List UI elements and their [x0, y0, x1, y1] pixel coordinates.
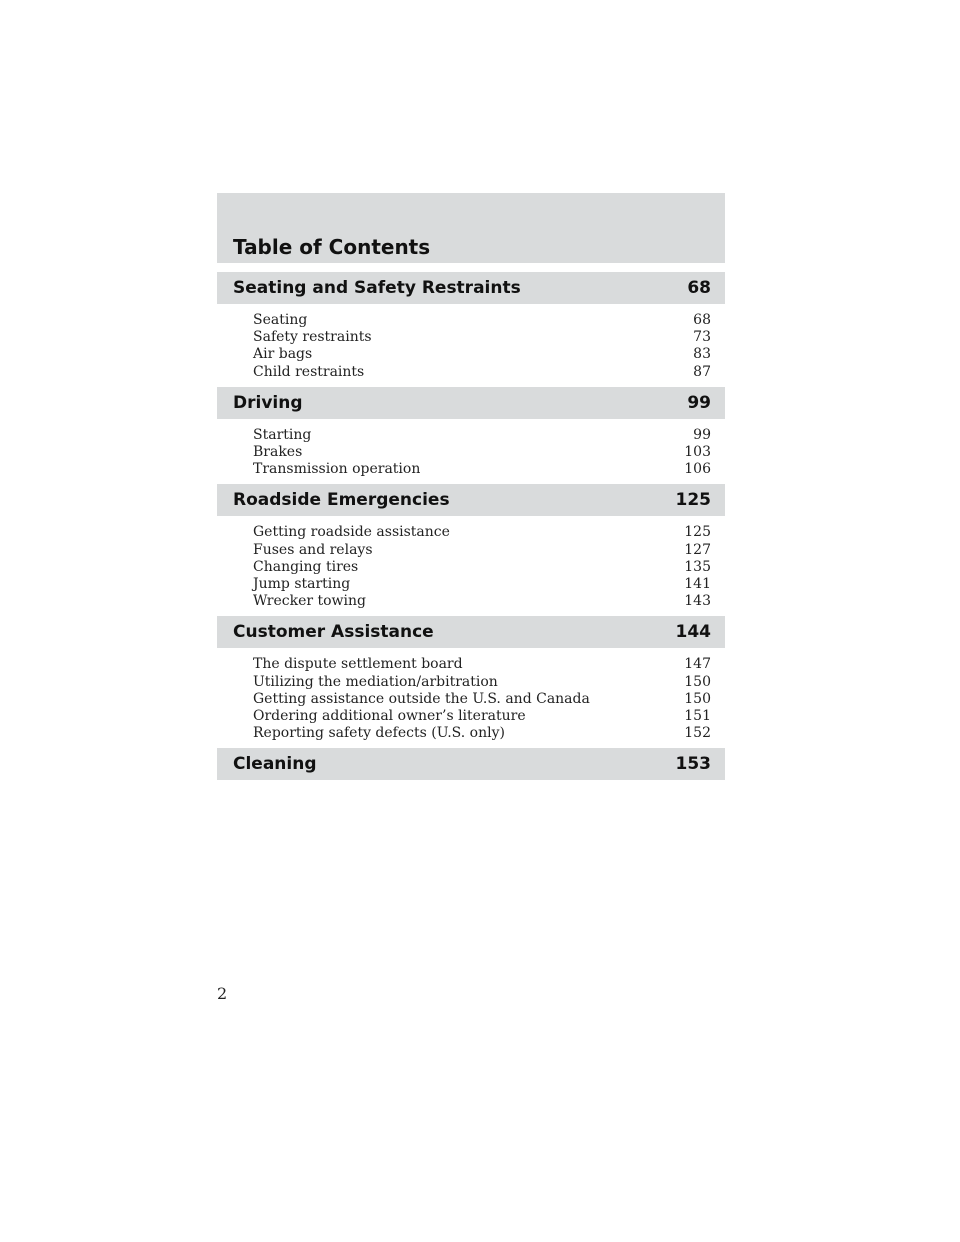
toc-entry-page: 99	[693, 426, 711, 443]
toc-entry[interactable]	[253, 444, 711, 461]
section-page-number: 153	[675, 754, 711, 775]
section-title: Seating and Safety Restraints	[233, 278, 521, 298]
toc-entry-label: Changing tires	[253, 558, 359, 575]
toc-section-header[interactable]	[217, 272, 725, 304]
toc-entry[interactable]	[253, 312, 711, 329]
toc-entry-page: 150	[684, 673, 711, 690]
section-page-number: 99	[687, 392, 711, 413]
toc-entry-label: Jump starting	[253, 576, 351, 593]
section-title: Roadside Emergencies	[233, 490, 450, 511]
toc-entry-page: 73	[693, 329, 711, 346]
toc-entry-list	[217, 516, 725, 616]
table-of-contents	[217, 272, 725, 780]
toc-entry-page: 152	[684, 725, 711, 742]
toc-entry-label: Utilizing the mediation/arbitration	[253, 673, 498, 690]
section-title: Customer Assistance	[233, 622, 434, 643]
toc-entry[interactable]	[253, 329, 711, 346]
toc-entry[interactable]	[253, 708, 711, 725]
toc-entry[interactable]	[253, 593, 711, 610]
toc-entry[interactable]	[253, 427, 711, 444]
toc-entry-page: 143	[684, 593, 711, 610]
toc-entry-label: Wrecker towing	[253, 593, 366, 610]
page-title: Table of Contents	[233, 235, 431, 259]
toc-entry-label: Child restraints	[253, 363, 365, 380]
toc-entry-label: Reporting safety defects (U.S. only)	[253, 725, 505, 742]
toc-entry-label: Safety restraints	[253, 329, 372, 346]
toc-entry[interactable]	[253, 559, 711, 576]
toc-entry-label: Fuses and relays	[253, 541, 373, 558]
section-page-number: 125	[675, 490, 711, 511]
section-title: Cleaning	[233, 754, 317, 775]
toc-entry-label: Ordering additional owner’s literature	[253, 708, 526, 725]
toc-entry-page: 147	[684, 656, 711, 673]
toc-section-header[interactable]	[217, 616, 725, 648]
toc-entry-page: 135	[684, 558, 711, 575]
toc-entry-list	[217, 304, 725, 387]
toc-entry[interactable]	[253, 674, 711, 691]
toc-entry[interactable]	[253, 725, 711, 742]
toc-section-header[interactable]	[217, 387, 725, 419]
toc-entry-label: Getting assistance outside the U.S. and Canada	[253, 690, 590, 707]
toc-entry-label: Brakes	[253, 444, 303, 461]
toc-entry-page: 141	[684, 576, 711, 593]
toc-title-bar	[217, 193, 725, 263]
toc-entry-list	[217, 648, 725, 748]
toc-entry-page: 87	[693, 363, 711, 380]
toc-entry[interactable]	[253, 691, 711, 708]
toc-entry[interactable]	[253, 524, 711, 541]
toc-entry-page: 68	[693, 312, 711, 328]
toc-entry-page: 150	[684, 690, 711, 707]
section-title: Driving	[233, 392, 303, 413]
toc-entry-page: 83	[693, 346, 711, 363]
toc-entry-page: 127	[684, 541, 711, 558]
page-number: 2	[217, 984, 228, 1003]
section-page-number: 144	[675, 622, 711, 643]
toc-entry-label: Seating	[253, 312, 308, 328]
toc-entry[interactable]	[253, 346, 711, 363]
toc-entry-list	[217, 419, 725, 485]
toc-entry-label: Starting	[253, 426, 312, 443]
toc-entry-label: Getting roadside assistance	[253, 524, 450, 541]
toc-entry[interactable]	[253, 364, 711, 381]
toc-entry-label: The dispute settlement board	[253, 656, 463, 673]
toc-entry-page: 151	[684, 708, 711, 725]
toc-entry-page: 103	[684, 444, 711, 461]
toc-entry[interactable]	[253, 542, 711, 559]
toc-entry[interactable]	[253, 656, 711, 673]
section-page-number: 68	[687, 278, 711, 298]
toc-section-header[interactable]	[217, 748, 725, 780]
toc-entry-page: 106	[684, 461, 711, 478]
toc-entry-label: Air bags	[253, 346, 313, 363]
toc-entry-page: 125	[684, 524, 711, 541]
toc-entry[interactable]	[253, 461, 711, 478]
toc-entry-label: Transmission operation	[253, 461, 421, 478]
toc-entry[interactable]	[253, 576, 711, 593]
toc-section-header[interactable]	[217, 484, 725, 516]
